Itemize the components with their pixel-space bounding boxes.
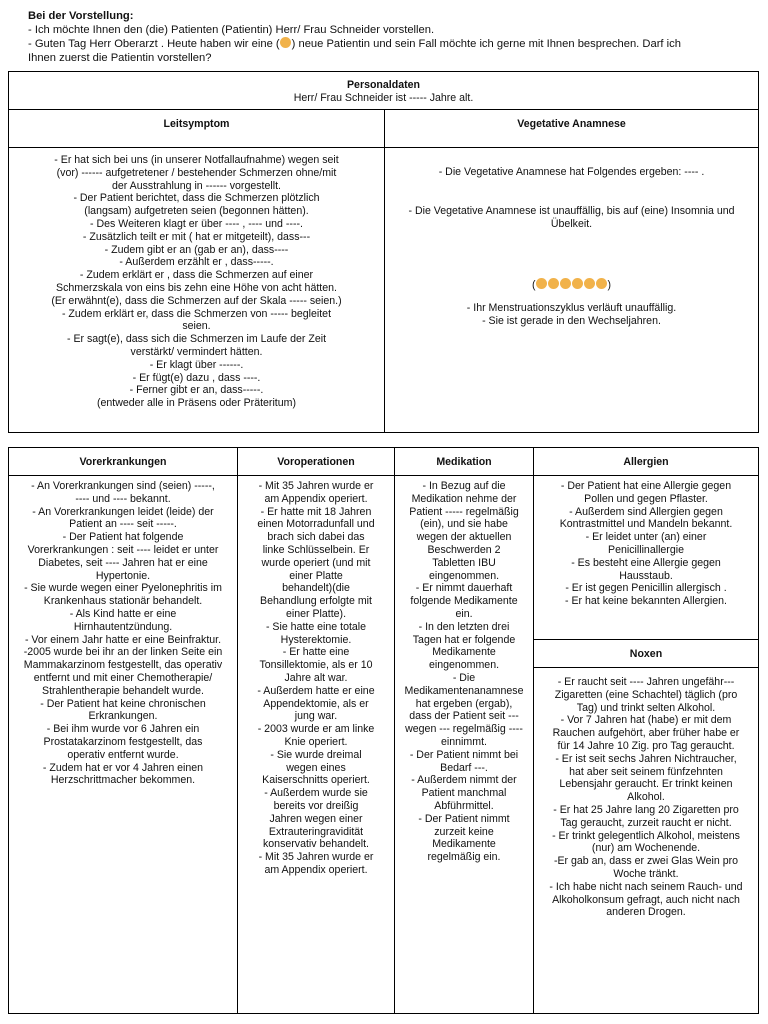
personal-title: Personaldaten (346, 79, 420, 91)
allergien-line: Penicillinallergie (608, 543, 684, 556)
emoji-row (536, 279, 608, 291)
intro-line-2a: - Guten Tag Herr Oberarzt . Heute haben wir eine ( (28, 38, 280, 50)
noxen-title: Noxen (534, 640, 759, 668)
medikation-line: eingenommen. (428, 659, 500, 672)
voroperationen-line: Hysterektomie. (280, 633, 352, 646)
intro-line-3: Ihnen zuerst die Patientin vorstellen? (28, 52, 212, 64)
voroperationen-line: Appendektomie, als er (263, 697, 369, 710)
leitsymptom-line: - Ferner gibt er an, dass-----. (129, 384, 264, 397)
vorerkrankungen-body (9, 476, 238, 1014)
noxen-line: - Vor 7 Jahren hat (habe) er mit dem (560, 714, 732, 727)
intro-block (28, 9, 748, 65)
medikation-line: dass der Patient seit --- (409, 710, 519, 723)
voroperationen-line: - Mit 35 Jahren wurde er (258, 480, 374, 492)
voroperationen-line: Knie operiert. (284, 735, 348, 748)
medikation-line: Beschwerden 2 (427, 543, 501, 556)
vorerkrankungen-line: Mammakarzinom festgestellt, das operativ (23, 659, 223, 672)
noxen-line: - Er hat 25 Jahre lang 20 Zigaretten pro (553, 803, 739, 816)
vegetative-line-2: - Die Vegetative Anamnese ist unauffällig, bis auf (eine) Insomnia und (408, 204, 735, 217)
vegetative-emoji-row (389, 278, 754, 292)
noxen-line: Alkohol. (627, 791, 665, 804)
leitsymptom-line: - Er klagt über ------. (149, 358, 244, 371)
intro-heading: Bei der Vorstellung: (28, 10, 134, 22)
leitsymptom-line: - Der Patient berichtet, dass die Schmerzen plötzlich (73, 192, 320, 205)
medikation-line: Medikamente (432, 646, 496, 659)
noxen-line: - Er trinkt gelegentlich Alkohol, meistens (552, 829, 740, 842)
allergien-line: - Außerdem sind Allergien gegen (569, 505, 723, 518)
personal-text: Herr/ Frau Schneider ist ----- Jahre alt. (293, 91, 474, 104)
noxen-body (534, 668, 759, 1014)
vorerkrankungen-line: operativ entfernt wurde. (67, 748, 179, 761)
noxen-line: anderen Drogen. (606, 906, 686, 919)
medikation-line: regelmäßig ein. (427, 851, 501, 864)
noxen-line: - Er raucht seit ---- Jahren ungefähr--- (557, 676, 735, 688)
medikation-line: - Er nimmt dauerhaft (415, 582, 513, 595)
leitsymptom-line: seien. (182, 320, 211, 333)
vegetative-line-4: - Ihr Menstruationszyklus verläuft unauffällig. (466, 302, 677, 315)
medikation-line: wegen der aktuellen (416, 531, 512, 544)
voroperationen-line: Jahren wegen einer (269, 812, 363, 825)
vegetative-line-1: - Die Vegetative Anamnese hat Folgendes ergeben: ---- . (438, 166, 705, 178)
allergien-line: Pollen und gegen Pflaster. (584, 492, 708, 505)
leitsymptom-line: (vor) ------ aufgetretener / bestehender Schmerzen ohne/mit (56, 166, 337, 179)
noxen-line: Alkoholkonsum gefragt, auch nicht nach (552, 893, 740, 906)
voroperationen-line: - Außerdem wurde sie (264, 787, 368, 800)
voroperationen-line: am Appendix operiert. (264, 492, 368, 505)
voroperationen-line: Kaiserschnitts operiert. (262, 774, 370, 787)
voroperationen-line: einer Platte (289, 569, 343, 582)
vorerkrankungen-line: Hypertonie. (95, 569, 151, 582)
vorerkrankungen-line: - Der Patient hat keine chronischen (40, 697, 206, 710)
woman-emoji-icon (280, 37, 291, 48)
vegetative-line-3: Übelkeit. (550, 217, 593, 230)
noxen-line: Lebensjahr geraucht. Er trinkt keinen (559, 778, 733, 791)
noxen-line: Tag geraucht, zurzeit raucht er nicht. (560, 816, 732, 829)
allergien-body (534, 476, 759, 640)
voroperationen-line: konservativ behandelt. (262, 838, 369, 851)
noxen-line: hat aber seit seinem fünfzehnten (569, 765, 723, 778)
medikation-line: folgende Medikamente (410, 595, 518, 608)
vorerkrankungen-line: entfernt und mit einer Chemotherapie/ (33, 671, 213, 684)
personal-table (8, 71, 759, 433)
noxen-line: - Ich habe nicht nach seinem Rauch- und (549, 880, 743, 893)
medikation-line: hat ergeben (ergab), (415, 697, 513, 710)
intro-line-1: - Ich möchte Ihnen den (die) Patienten (Patientin) Herr/ Frau Schneider vorstellen. (28, 24, 435, 36)
voroperationen-body (238, 476, 395, 1014)
noxen-line: Zigaretten (eine Schachtel) täglich (pro (554, 688, 738, 701)
medikation-line: - In Bezug auf die (422, 480, 506, 492)
leitsymptom-line: Schmerzskala von eins bis zehn eine Höhe von acht hätten. (56, 281, 337, 294)
voroperationen-line: jung war. (294, 710, 338, 723)
leitsymptom-line: - Er hat sich bei uns (in unserer Notfallaufnahme) wegen seit (54, 154, 339, 166)
leitsymptom-line: verstärkt/ vermindert hätten. (130, 345, 263, 358)
medikation-lines (395, 480, 533, 864)
voroperationen-title: Voroperationen (238, 448, 395, 476)
voroperationen-line: einen Motorradunfall und (257, 518, 375, 531)
voroperationen-line: brach sich dabei das (267, 531, 365, 544)
noxen-lines (534, 676, 758, 919)
leitsymptom-body (9, 148, 385, 433)
medikation-line: Tagen hat er folgende (412, 633, 516, 646)
medikation-line: Abführmittel. (434, 799, 494, 812)
medikation-line: - Außerdem nimmt der (411, 774, 517, 787)
allergien-line: Hausstaub. (619, 569, 673, 582)
woman-emoji-icon (548, 278, 559, 289)
medikation-line: zurzeit keine (434, 825, 494, 838)
noxen-line: (nur) am Wochenende. (591, 842, 701, 855)
medikation-line: ein. (455, 607, 473, 620)
medikation-line: einnimmt. (441, 735, 487, 748)
voroperationen-line: Jahre alt war. (284, 671, 348, 684)
vorerkrankungen-line: Strahlentherapie behandelt wurde. (42, 684, 204, 697)
noxen-line: Tag) und trinkt selten Alkohol. (576, 701, 716, 714)
history-table (8, 447, 759, 1014)
leitsymptom-line: - Zusätzlich teilt er mit ( hat er mitgeteilt), dass--- (82, 230, 311, 243)
allergien-line: - Er hat keine bekannten Allergien. (565, 595, 727, 608)
leitsymptom-line: - Zudem erklärt er, dass die Schmerzen von ----- begleitet (61, 307, 332, 320)
leitsymptom-line: (langsam) aufgetreten seien (begonnen hätten). (84, 205, 309, 218)
noxen-line: - Er ist seit sechs Jahren Nichtraucher, (555, 752, 737, 765)
vegetative-body (385, 148, 759, 433)
woman-emoji-icon (584, 278, 595, 289)
vorerkrankungen-line: - Vor einem Jahr hatte er eine Beinfraktur. (24, 633, 222, 646)
vorerkrankungen-line: - Zudem hat er vor 4 Jahren einen (42, 761, 204, 774)
vegetative-title: Vegetative Anamnese (385, 110, 759, 148)
voroperationen-line: bereits vor dreißig (273, 799, 359, 812)
leitsymptom-line: - Er sagt(e), dass sich die Schmerzen im Laufe der Zeit (66, 333, 327, 346)
voroperationen-line: - Er hatte eine (282, 646, 350, 659)
vorerkrankungen-line: Diabetes, seit ---- Jahren hat er eine (38, 556, 208, 569)
vorerkrankungen-line: - Bei ihm wurde vor 6 Jahren ein (46, 723, 200, 736)
medikation-line: Medikamente (432, 838, 496, 851)
voroperationen-line: wurde operiert (und mit (261, 556, 371, 569)
allergien-line: Kontrastmittel und Mandeln bekannt. (559, 518, 733, 531)
voroperationen-line: - Er hatte mit 18 Jahren (260, 505, 372, 518)
leitsymptom-line: der Ausstrahlung in ------ vorgestellt. (112, 179, 281, 192)
voroperationen-line: - Mit 35 Jahren wurde er (258, 851, 374, 864)
vorerkrankungen-line: Krankenhaus stationär behandelt. (43, 595, 203, 608)
vorerkrankungen-line: - An Vorerkrankungen leidet (leide) der (32, 505, 214, 518)
allergien-line: - Es besteht eine Allergie gegen (571, 556, 721, 569)
medikation-line: - In den letzten drei (418, 620, 510, 633)
vorerkrankungen-lines (9, 480, 237, 787)
voroperationen-line: - Sie hatte eine totale (265, 620, 367, 633)
vorerkrankungen-line: Hirnhautentzündung. (73, 620, 173, 633)
vorerkrankungen-line: Prostatakarzinom festgestellt, das (43, 735, 203, 748)
voroperationen-line: - Außerdem hatte er eine (257, 684, 375, 697)
voroperationen-line: am Appendix operiert. (264, 863, 368, 876)
allergien-title: Allergien (534, 448, 759, 476)
medikation-line: - Der Patient nimmt (418, 812, 510, 825)
medikation-line: Patient manchmal (421, 787, 507, 800)
woman-emoji-icon (536, 278, 547, 289)
voroperationen-line: Tonsillektomie, als er 10 (259, 659, 373, 672)
vegetative-line-5: - Sie ist gerade in den Wechseljahren. (482, 314, 661, 327)
voroperationen-line: einer Platte). (285, 607, 347, 620)
medikation-line: eingenommen. (428, 569, 500, 582)
intro-line-2 (28, 37, 748, 51)
voroperationen-lines (238, 480, 394, 877)
vorerkrankungen-line: ---- und ---- bekannt. (75, 492, 171, 505)
medikation-body (395, 476, 534, 1014)
voroperationen-line: wegen eines (286, 761, 346, 774)
vorerkrankungen-line: - An Vorerkrankungen sind (seien) -----, (31, 480, 215, 492)
leitsymptom-line: - Des Weiteren klagt er über ---- , ---- und ----. (90, 217, 303, 230)
vorerkrankungen-line: Herzschrittmacher bekommen. (50, 774, 196, 787)
voroperationen-line: linke Schlüsselbein. Er (262, 543, 370, 556)
vorerkrankungen-title: Vorerkrankungen (9, 448, 238, 476)
noxen-line: Woche tränkt. (613, 867, 679, 880)
voroperationen-line: - Sie wurde dreimal (270, 748, 362, 761)
paren-open: ( (531, 279, 536, 292)
vorerkrankungen-line: Vorerkrankungen : seit ---- leidet er unter (27, 543, 219, 556)
allergien-line: - Er ist gegen Penicillin allergisch . (565, 582, 727, 595)
paren-close: ) (607, 279, 612, 292)
vorerkrankungen-line: Patient an ---- seit -----. (69, 518, 177, 531)
leitsymptom-title: Leitsymptom (9, 110, 385, 148)
woman-emoji-icon (572, 278, 583, 289)
woman-emoji-icon (596, 278, 607, 289)
medikation-line: Medikamentenanamnese (404, 684, 524, 697)
noxen-line: Rauchen aufgehört, aber früher habe er (552, 727, 740, 740)
leitsymptom-line: - Zudem erklärt er , dass die Schmerzen auf einer (79, 269, 314, 282)
leitsymptom-line: - Er fügt(e) dazu , dass ----. (132, 371, 261, 384)
voroperationen-line: - 2003 wurde er am linke (257, 723, 375, 736)
voroperationen-line: Extrauteringravidität (268, 825, 364, 838)
noxen-line: -Er gab an, dass er zwei Glas Wein pro (553, 855, 739, 868)
medikation-line: wegen --- regelmäßig ---- (405, 723, 523, 736)
leitsymptom-line: (entweder alle in Präsens oder Präteritum) (96, 397, 296, 410)
medikation-title: Medikation (395, 448, 534, 476)
allergien-lines (534, 480, 758, 608)
leitsymptom-line: - Außerdem erzählt er , dass-----. (119, 256, 274, 269)
medikation-line: Tabletten IBU (432, 556, 496, 569)
vorerkrankungen-line: Erkrankungen. (88, 710, 158, 723)
intro-line-2b: ) neue Patientin und sein Fall möchte ich gerne mit Ihnen besprechen. Darf ich (291, 38, 681, 50)
medikation-line: (ein), und sie habe (420, 518, 508, 531)
medikation-line: - Die (452, 671, 476, 684)
allergien-line: - Er leidet unter (an) einer (585, 531, 707, 544)
medikation-line: Bedarf ---. (440, 761, 488, 774)
vorerkrankungen-line: - Sie wurde wegen einer Pyelonephritis im (24, 582, 222, 595)
medikation-line: - Der Patient nimmt bei (409, 748, 519, 761)
noxen-line: für 14 Jahre 10 Zig. pro Tag geraucht. (557, 739, 735, 752)
woman-emoji-icon (560, 278, 571, 289)
leitsymptom-lines (49, 154, 344, 410)
medikation-line: Patient ----- regelmäßig (409, 505, 519, 518)
leitsymptom-line: - Zudem gibt er an (gab er an), dass---- (104, 243, 289, 256)
voroperationen-line: behandelt)(die (282, 582, 350, 595)
leitsymptom-line: (Er erwähnt(e), dass die Schmerzen auf der Skala ----- seien.) (51, 294, 342, 307)
medikation-line: Medikation nehme der (411, 492, 517, 505)
vorerkrankungen-line: - Der Patient hat folgende (62, 531, 184, 544)
personal-cell (9, 72, 759, 110)
voroperationen-line: Behandlung erfolgte mit (260, 595, 372, 608)
vorerkrankungen-line: - Als Kind hatte er eine (69, 607, 177, 620)
vorerkrankungen-line: -2005 wurde bei ihr an der linken Seite ein (23, 646, 223, 659)
allergien-line: - Der Patient hat eine Allergie gegen (560, 480, 732, 492)
